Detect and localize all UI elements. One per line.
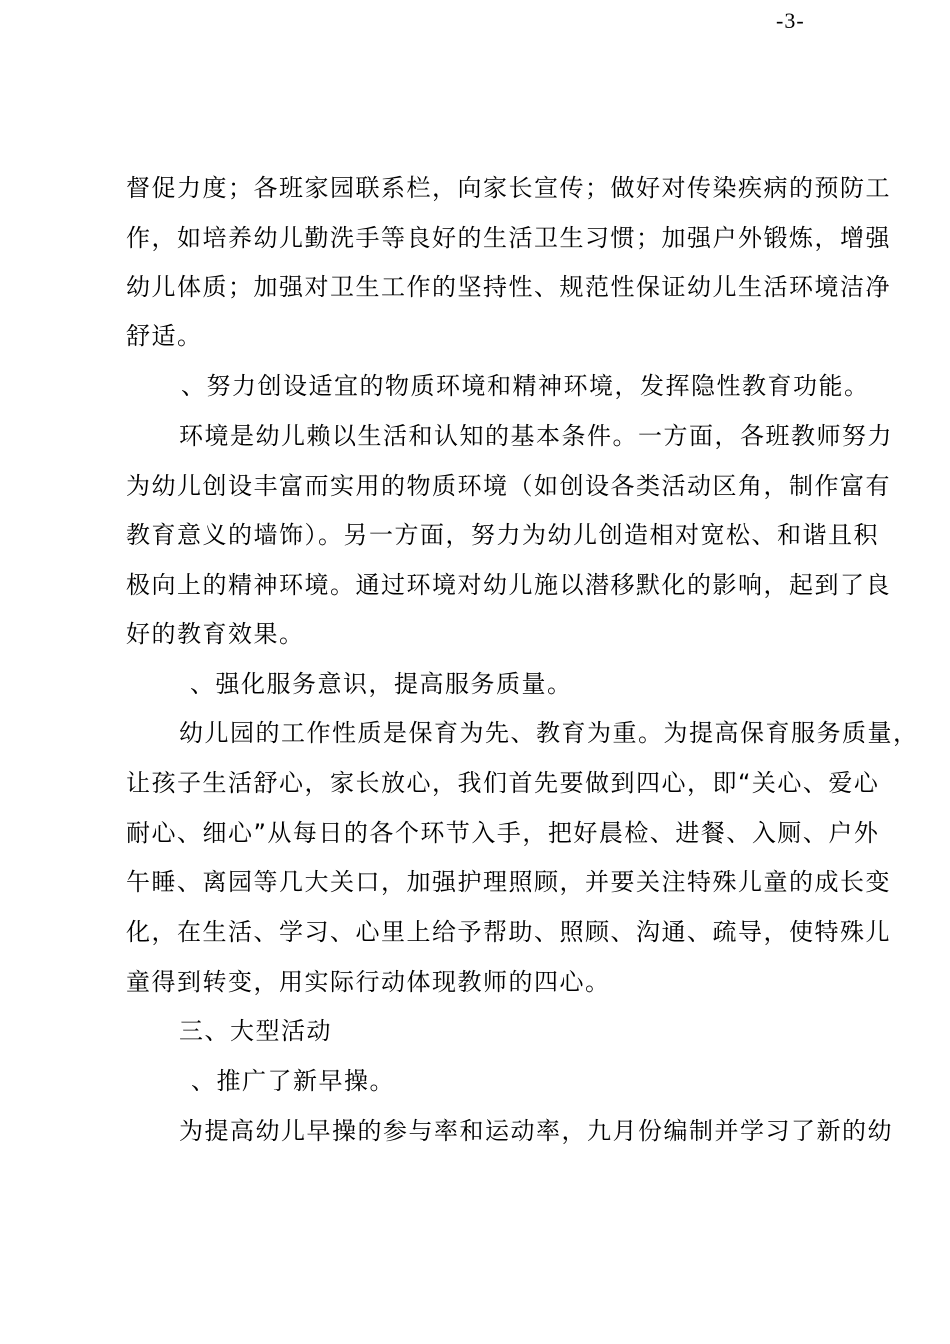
paragraph-line: 幼儿园的工作性质是保育为先、教育为重。为提高保育服务质量，: [179, 719, 919, 747]
paragraph-line: 化，在生活、学习、心里上给予帮助、照顾、沟通、疏导，使特殊儿: [126, 918, 891, 946]
paragraph-line: 为幼儿创设丰富而实用的物质环境（如创设各类活动区角，制作富有: [126, 472, 891, 500]
section-heading: 三、大型活动: [179, 1017, 332, 1045]
section-heading: 、强化服务意识，提高服务质量。: [190, 670, 573, 698]
paragraph-line: 极向上的精神环境。通过环境对幼儿施以潜移默化的影响，起到了良: [126, 571, 891, 599]
section-heading: 、推广了新早操。: [191, 1067, 395, 1095]
paragraph-line: 舒适。: [126, 322, 203, 350]
paragraph-line: 让孩子生活舒心，家长放心，我们首先要做到四心，即“关心、爱心: [126, 769, 880, 797]
paragraph-line: 午睡、离园等几大关口，加强护理照顾，并要关注特殊儿童的成长变: [126, 868, 891, 896]
paragraph-line: 童得到转变，用实际行动体现教师的四心。: [126, 968, 611, 996]
paragraph-line: 耐心、细心”从每日的各个环节入手，把好晨检、进餐、入厕、户外: [126, 819, 880, 847]
paragraph-line: 教育意义的墙饰）。另一方面，努力为幼儿创造相对宽松、和谐且积: [126, 521, 879, 549]
paragraph-line: 作，如培养幼儿勤洗手等良好的生活卫生习惯；加强户外锻炼，增强: [126, 224, 891, 252]
paragraph-line: 督促力度；各班家园联系栏，向家长宣传；做好对传染疾病的预防工: [126, 174, 891, 202]
paragraph-line: 好的教育效果。: [126, 620, 305, 648]
paragraph-line: 为提高幼儿早操的参与率和运动率，九月份编制并学习了新的幼: [179, 1117, 893, 1145]
paragraph-line: 环境是幼儿赖以生活和认知的基本条件。一方面，各班教师努力: [179, 422, 893, 450]
paragraph-line: 幼儿体质；加强对卫生工作的坚持性、规范性保证幼儿生活环境洁净: [126, 273, 891, 301]
page-number: -3-: [776, 8, 805, 33]
section-heading: 、努力创设适宜的物质环境和精神环境，发挥隐性教育功能。: [181, 372, 870, 400]
